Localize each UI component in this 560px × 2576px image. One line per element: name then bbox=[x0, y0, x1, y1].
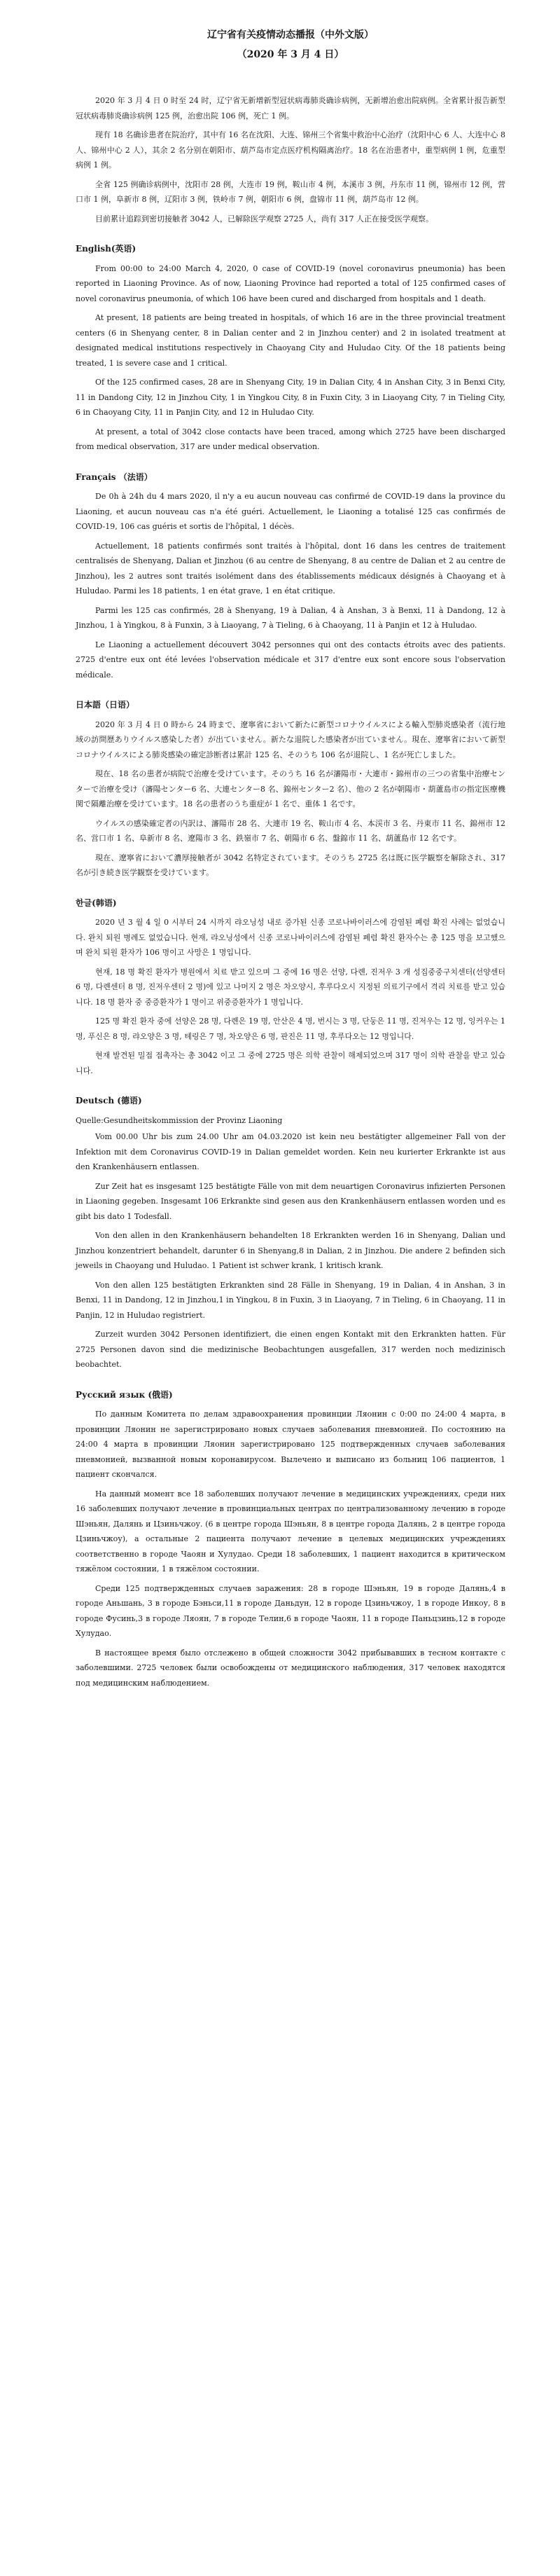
language-section bbox=[76, 93, 505, 226]
language-heading: Русский язык (俄语) bbox=[76, 1389, 173, 1400]
body-paragraph: 2020 年 3 月 4 日 0 時から 24 時まで、遼寧省において新たに新型コロナウイルスによる輸入型肺炎感染者（流行地域の訪問歴ありウイルス感染した者）が出ていません。新たな退院した感染者が出ていません。現在、遼寧省において新型コロナウイルスによる肺炎感染の確定診断者は累計 125 名、そのうち 106 名が退院し、1 名が死亡しました。 bbox=[76, 719, 505, 759]
body-paragraph: На данный момент все 18 заболевших получают лечение в медицинских учреждениях, среди них 16 заболевших получают лечение в провинциальных центрах по централизованному лечению в городе Шэньян, Далянь и Цзиньчжоу. (6 в центре города Шэньян, 8 в центре города Далянь, 2 в центре города Цзиньчжоу), а остальные 2 пациента получают лечение в целевых медицинских учреждениях соответственно в городе Чаоян и Хулудао. Среди 18 заболевших, 1 пациент находится в критическом тяжёлом состоянии, 1 в тяжёлом состоянии. bbox=[76, 1489, 505, 1573]
body-paragraph: Le Liaoning a actuellement découvert 3042 personnes qui ont des contacts étroits avec des patients. 2725 d'entre eux ont été levées l'observation médicale et 317 d'entre eux sont encore sous l'observation médicale. bbox=[76, 640, 505, 680]
language-section bbox=[76, 470, 505, 683]
source-line: Quelle:Gesundheitskommission der Provinz Liaoning bbox=[76, 1115, 283, 1125]
document-title: 辽宁省有关疫情动态播报（中外文版） bbox=[207, 29, 374, 41]
body-paragraph: Of the 125 confirmed cases, 28 are in Shenyang City, 19 in Dalian City, 4 in Anshan City, 3 in Benxi City, 11 in Dandong City, 12 in Jinzhou City, 1 in Yingkou City, 8 in Fuxin City, 3 in Liaoyang City, 7 in Tieling City, 6 in Chaoyang City, 11 in Panjin City, and 12 in Huludao City. bbox=[76, 378, 505, 417]
body-paragraph: At present, 18 patients are being treated in hospitals, of which 16 are in the three provincial treatment centers (6 in Shenyang center, 8 in Dalian center and 2 in Jinzhou center) and 2 in isolated treatment at designated medical institutions respectively in Chaoyang City and Huludao City. Of the 18 patients being treated, 1 is severe case and 1 critical. bbox=[76, 313, 505, 368]
language-section bbox=[76, 1094, 505, 1372]
body-paragraph: Zur Zeit hat es insgesamt 125 bestätigte Fälle von mit dem neuartigen Coronavirus infizierten Personen in Liaoning gegeben. Insgesamt 106 Erkrankte sind gesen aus den Krankenhäusern entlassen worden und es gibt bis dato 1 Todesfall. bbox=[76, 1181, 505, 1221]
body-paragraph: 目前累计追踪到密切接触者 3042 人，已解除医学观察 2725 人，尚有 317 人正在接受医学观察。 bbox=[95, 214, 433, 223]
body-paragraph: Среди 125 подтвержденных случаев заражения: 28 в городе Шэньян, 19 в городе Далянь,4 в городе Аньшань, 3 в городе Бэньси,11 в городе Даньдун, 12 в городе Цзиньчжоу, 1 в городе Инкоу, 8 в городе Фусинь,3 в городе Ляоян, 7 в городе Телин,6 в городе Чаоян, 11 в городе Паньцзинь,12 в городе Хулудао. bbox=[76, 1583, 505, 1638]
body-paragraph: 全省 125 例确诊病例中，沈阳市 28 例，大连市 19 例，鞍山市 4 例，本溪市 3 例，丹东市 11 例，锦州市 12 例，营口市 1 例，阜新市 8 例，辽阳市 3 例，铁岭市 7 例，朝阳市 6 例，盘锦市 11 例，葫芦岛市 12 例。 bbox=[76, 179, 505, 204]
language-heading: English(英语) bbox=[76, 244, 136, 254]
body-paragraph: De 0h à 24h du 4 mars 2020, il n'y a eu aucun nouveau cas confirmé de COVID-19 dans la province du Liaoning, et aucun nouveau cas n'a été guéri. Actuellement, le Liaoning a totalisé 125 cas confirmés de COVID-19, 106 cas guéris et sortis de l'hôpital, 1 décès. bbox=[76, 492, 505, 531]
body-paragraph: 现有 18 名确诊患者在院治疗，其中有 16 名在沈阳、大连、锦州三个省集中救治中心治疗（沈阳中心 6 人、大连中心 8 人、锦州中心 2 人），其余 2 名分别在朝阳市、葫芦岛市定点医疗机构隔离治疗。18 名在治患者中，重型病例 1 例，危重型病例 1 例。 bbox=[76, 130, 505, 170]
document-date: （2020 年 3 月 4 日） bbox=[237, 48, 344, 60]
language-heading: 한글(韩语) bbox=[76, 897, 117, 908]
language-heading: Français （法语） bbox=[76, 471, 153, 482]
body-paragraph: 2020 年 3 月 4 日 0 时至 24 时，辽宁省无新增新型冠状病毒肺炎确诊病例，无新增治愈出院病例。全省累计报告新型冠状病毒肺炎确诊病例 125 例，治愈出院 106 例，死亡 1 例。 bbox=[76, 96, 505, 120]
body-paragraph: 현재, 18 명 확진 환자가 병원에서 치료 받고 있으며 그 중에 16 명은 선양, 다롄, 진저우 3 개 성집중중구치센터(선양센터 6 명, 다롄센터 8 명, 진저우센터 2 명)에 있고 나머지 2 명은 차오양시, 후루다오시 지정된 의료기구에서 격리 치료를 받고 있습니다. 18 명 환자 중 중증환자가 1 명이고 위중증환자가 1 명입니다. bbox=[76, 967, 505, 1007]
body-paragraph: Von den allen 125 bestätigten Erkrankten sind 28 Fälle in Shenyang, 19 in Dalian, 4 in Anshan, 3 in Benxi, 11 in Dandong, 12 in Jinzhou,1 in Yingkou, 8 in Fuxin, 3 in Liaoyang, 7 in Tieling, 6 in Chaoyang, 11 in Panjin, 12 in Huludao registriert. bbox=[76, 1280, 505, 1320]
body-paragraph: 現在、18 名の患者が病院で治療を受けています。そのうち 16 名が瀋陽市・大連市・錦州市の三つの省集中治療センターで治療を受け（瀋陽センター6 名、大連センター8 名、錦州センター2 名）、他の 2 名が朝陽市・葫蘆島市の指定医療機関で隔離治療を受けています。18 名の患者のうち重症が 1 名で、重体 1 名です。 bbox=[76, 769, 505, 808]
sections-container bbox=[76, 93, 505, 1690]
body-paragraph: ウイルスの感染確定者の内訳は、瀋陽市 28 名、大連市 19 名、鞍山市 4 名、本渓市 3 名、丹東市 11 名、錦州市 12 名、営口市 1 名、阜新市 8 名、遼陽市 3 名、鉄嶺市 7 名、朝陽市 6 名、盤錦市 11 名、葫蘆島市 12 名です。 bbox=[76, 818, 505, 843]
body-paragraph: Vom 00.00 Uhr bis zum 24.00 Uhr am 04.03.2020 ist kein neu bestätigter allgemeiner Fall von der Infektion mit dem Coronavirus COVID-19 in Dalian gemeldet worden. Kein neu kurierter Erkrankte ist aus den Krankenhäusern entlassen. bbox=[76, 1132, 505, 1171]
body-paragraph: В настоящее время было отслежено в общей сложности 3042 прибывавших в тесном контакте с заболевшими. 2725 человек были освобождены от медицинского наблюдения, 317 человек находятся под медицинским наблюдением. bbox=[76, 1648, 505, 1688]
language-heading: 日本語（日语） bbox=[76, 700, 135, 710]
language-section bbox=[76, 242, 505, 455]
body-paragraph: 現在、遼寧省において濃厚接触者が 3042 名特定されています。そのうち 2725 名は既に医学観察を解除され、317 名が引き続き医学観察を受けています。 bbox=[76, 853, 505, 877]
language-heading: Deutsch (德语) bbox=[76, 1096, 142, 1106]
body-paragraph: Zurzeit wurden 3042 Personen identifiziert, die einen engen Kontakt mit den Erkrankten hatten. Für 2725 Personen davon sind die medizinische Beobachtungen ausgefallen, 317 werden noch medizinisch beobachtet. bbox=[76, 1330, 505, 1369]
body-paragraph: 현재 발견된 밀접 접촉자는 총 3042 이고 그 중에 2725 명은 의학 관찰이 해제되었으며 317 명이 의학 관찰을 받고 있습니다. bbox=[76, 1051, 505, 1075]
body-paragraph: At present, a total of 3042 close contacts have been traced, among which 2725 have been discharged from medical observation, 317 are under medical observation. bbox=[76, 427, 505, 451]
body-paragraph: Actuellement, 18 patients confirmés sont traités à l'hôpital, dont 16 dans les centres de traitement centralisés de Shenyang, Dalian et Jinzhou (6 au centre de Shenyang, 8 au centre de Dalian et 2 au centre de Jinzhou), les 2 autres sont traités isolément dans des établissements médicaux désignés à Chaoyang et à Huludao. Parmi les 18 patients, 1 en état grave, 1 en état critique. bbox=[76, 541, 505, 595]
language-section bbox=[76, 1388, 505, 1691]
body-paragraph: Parmi les 125 cas confirmés, 28 à Shenyang, 19 à Dalian, 4 à Anshan, 3 à Benxi, 11 à Dandong, 12 à Jinzhou, 1 à Yingkou, 8 à Funxin, 3 à Liaoyang, 7 à Tieling, 6 à Chaoyang, 11 à Panjin et 12 à Huludao. bbox=[76, 605, 505, 630]
body-paragraph: Von den allen in den Krankenhäusern behandelten 18 Erkrankten werden 16 in Shenyang, Dalian und Jinzhou konzentriert behandelt, darunter 6 in Shenyang,8 in Dalian, 2 in Jinzhou. Die andere 2 befinden sich jeweils in Chaoyang und Huludao. 1 Patient ist schwer krank, 1 kritisch krank. bbox=[76, 1231, 505, 1270]
language-section bbox=[76, 698, 505, 881]
language-section bbox=[76, 896, 505, 1079]
body-paragraph: 125 명 확진 환자 중에 선양은 28 명, 다롄은 19 명, 안산은 4 명, 번시는 3 명, 단둥은 11 명, 진저우는 12 명, 잉커우는 1 명, 푸신은 8 명, 랴오양은 3 명, 톄링은 7 명, 차오양은 6 명, 판진은 11 명, 후루다오는 12 명입니다. bbox=[76, 1017, 505, 1041]
body-paragraph: По данным Комитета по делам здравоохранения провинции Ляонин с 0:00 по 24:00 4 марта, в провинции Ляонин не зарегистрировано новых случаев заболевания пневмонией. По состоянию на 24:00 4 марта в провинции Ляонин зарегистрировано 125 подтвержденных случаев заболевания пневмонией, вызванной новым коронавирусом. Вылечено и выписано из больниц 106 пациентов, 1 пациент скончался. bbox=[76, 1410, 505, 1479]
body-paragraph: From 00:00 to 24:00 March 4, 2020, 0 case of COVID-19 (novel coronavirus pneumonia) has been reported in Liaoning Province. As of now, Liaoning Province had reported a total of 125 confirmed cases of novel coronavirus pneumonia, of which 106 have been cured and discharged from hospitals and 1 death. bbox=[76, 263, 505, 303]
body-paragraph: 2020 년 3 월 4 일 0 시부터 24 시까지 랴오닝성 내로 증가된 신종 코로나바이러스에 감염된 폐렴 확진 사례는 없었습니다. 완치 퇴원 병례도 없었습니다. 현재, 랴오닝성에서 신종 코로나바이러스에 감염된 폐렴 확진 환자수는 총 125 명을 보고했으며 완치 퇴원 환자가 106 명이고 사망은 1 명입니다. bbox=[76, 918, 505, 957]
